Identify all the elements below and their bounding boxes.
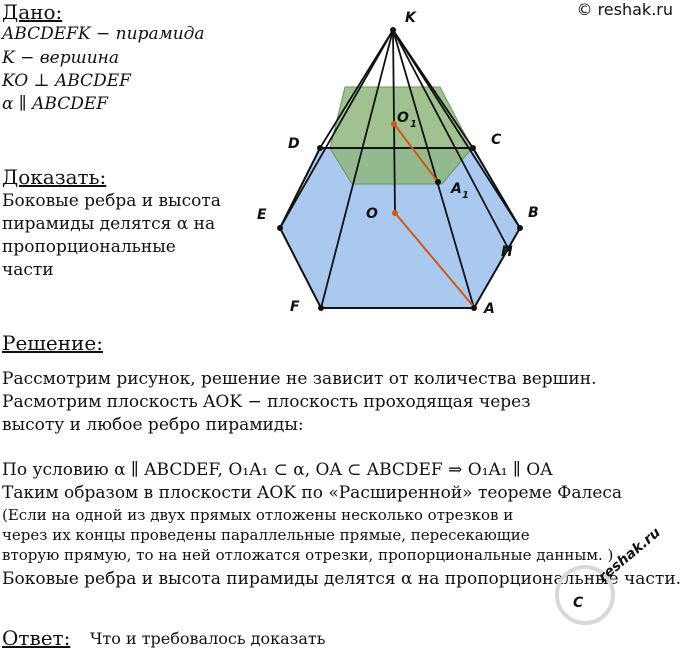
given-heading: Дано: bbox=[2, 0, 63, 24]
label-O1: O bbox=[397, 110, 409, 126]
given-line-4: α ∥ ABCDEF bbox=[2, 94, 109, 114]
point-O bbox=[392, 210, 398, 216]
label-A: A bbox=[484, 301, 495, 317]
solution-line-3: высоту и любое ребро пирамиды: bbox=[2, 415, 304, 435]
prove-line-1: Боковые ребра и высота bbox=[2, 191, 221, 211]
given-line-1: ABCDEFK − пирамида bbox=[2, 24, 205, 44]
label-O1-sub: 1 bbox=[410, 119, 417, 130]
solution-line-8: вторую прямую, то на ней отложатся отрезки, пропорциональные данным. ) bbox=[2, 546, 614, 564]
label-K: K bbox=[405, 10, 416, 26]
answer-text: Что и требовалось доказать bbox=[90, 629, 326, 648]
svg-text:reshak.ru: reshak.ru bbox=[595, 524, 664, 586]
prove-line-2: пирамиды делятся α на bbox=[2, 214, 216, 234]
solution-line-9: Боковые ребра и высота пирамиды делятся α на пропорциональные части. bbox=[2, 569, 682, 589]
prove-line-3: пропорциональные bbox=[2, 237, 176, 257]
label-O: O bbox=[366, 206, 378, 222]
label-B: B bbox=[528, 205, 539, 221]
given-line-3: KO ⊥ ABCDEF bbox=[2, 71, 131, 91]
label-H: H bbox=[501, 244, 513, 260]
solution-line-5: Таким образом в плоскости AOK по «Расширенной» теореме Фалеса bbox=[2, 483, 623, 503]
prove-line-4: части bbox=[2, 260, 54, 280]
solution-line-4: По условию α ∥ ABCDEF, O₁A₁ ⊂ α, OA ⊂ ABCDEF ⇒ O₁A₁ ∥ OA bbox=[2, 460, 553, 480]
label-F: F bbox=[290, 299, 300, 315]
solution-line-6: (Если на одной из двух прямых отложены несколько отрезков и bbox=[2, 506, 514, 524]
given-line-2: K − вершина bbox=[2, 48, 119, 68]
label-C: C bbox=[491, 132, 502, 148]
label-E: E bbox=[257, 207, 267, 223]
answer-heading: Ответ: bbox=[2, 626, 71, 650]
solution-heading: Решение: bbox=[2, 331, 103, 355]
svg-text:C: C bbox=[573, 595, 584, 611]
prove-heading: Доказать: bbox=[2, 165, 107, 189]
reshak-stamp bbox=[535, 520, 675, 630]
label-A1-sub: 1 bbox=[462, 190, 469, 201]
solution-line-1: Рассмотрим рисунок, решение не зависит от количества вершин. bbox=[2, 369, 597, 389]
solution-line-2: Расмотрим плоскость AOK − плоскость проходящая через bbox=[2, 392, 531, 412]
watermark: © reshak.ru bbox=[576, 0, 673, 19]
solution-line-7: через их концы проведены параллельные прямые, пересекающие bbox=[2, 526, 530, 544]
label-A1: A bbox=[451, 181, 462, 197]
label-D: D bbox=[288, 136, 300, 152]
